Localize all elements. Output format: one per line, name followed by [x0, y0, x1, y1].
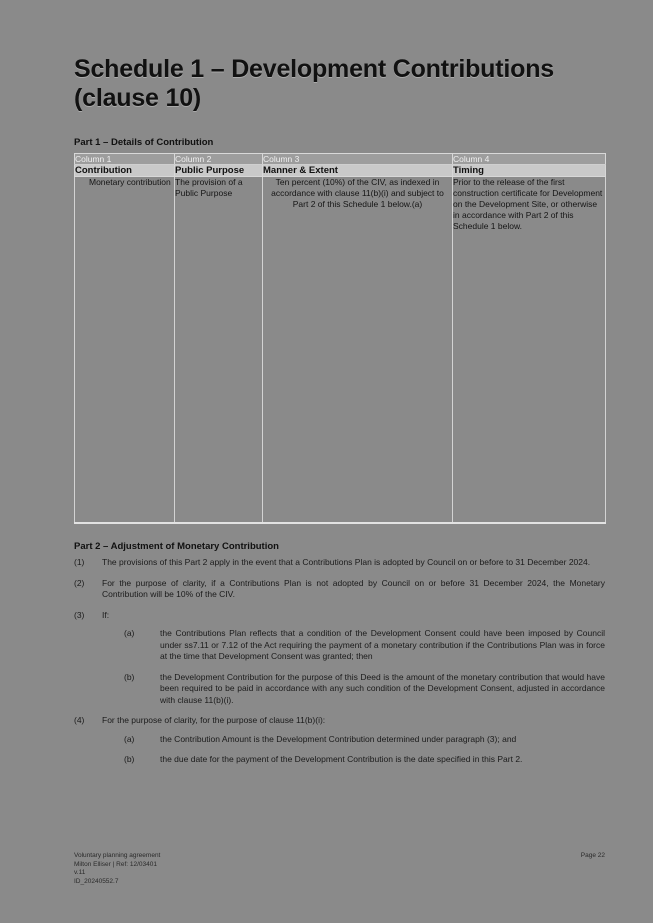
- clause-3a-text: the Contributions Plan reflects that a condition of the Development Consent could have been imposed by Council under ss7.11 or 7.12 of the Act requiring the payment of a monetary contribution if the Contributions Plan was in force at the time that Development Consent was granted; then: [160, 628, 605, 661]
- cell-timing: Prior to the release of the first construction certificate for Development on the Development Site, or otherwise in accordance with Part 2 of this Schedule 1 below.: [453, 177, 606, 524]
- clause-4-number: (4): [74, 715, 85, 725]
- cell-public-purpose: The provision of a Public Purpose: [175, 177, 263, 524]
- clause-4a-number: (a): [124, 733, 135, 744]
- column-label-1: Column 1: [75, 154, 175, 165]
- page-content: [74, 55, 605, 775]
- cell-manner-extent: Ten percent (10%) of the CIV, as indexed in accordance with clause 11(b)(i) and subject to Part 2 of this Schedule 1 below.(a): [263, 177, 453, 524]
- column-header-public-purpose: Public Purpose: [175, 165, 263, 177]
- clause-1-number: (1): [74, 557, 85, 567]
- clause-2: [74, 578, 605, 601]
- table-row: [75, 177, 606, 524]
- clause-3a: [124, 628, 605, 663]
- column-header-contribution: Contribution: [75, 165, 175, 177]
- clause-4: [74, 715, 605, 727]
- clause-3b: [124, 672, 605, 707]
- column-label-4: Column 4: [453, 154, 606, 165]
- page-footer: [74, 852, 605, 886]
- page-title: Schedule 1 – Development Contributions (clause 10): [74, 55, 554, 112]
- column-header-manner-extent: Manner & Extent: [263, 165, 453, 177]
- table-column-label-row: [75, 154, 606, 165]
- footer-line-1: Voluntary planning agreement: [74, 852, 161, 859]
- clause-4a-text: the Contribution Amount is the Development Contribution determined under paragraph (3); and: [160, 733, 517, 744]
- footer-line-3: v.11: [74, 869, 86, 876]
- clause-3: [74, 610, 605, 622]
- clause-2-number: (2): [74, 577, 85, 588]
- clause-4b-text: the due date for the payment of the Development Contribution is the date specified in this Part 2.: [160, 754, 523, 764]
- clause-3b-text: the Development Contribution for the purpose of this Deed is the amount of the monetary contribution that would have been required to be paid in accordance with any such condition of the Development Consent, adjusted in accordance with clause 11(b)(i).: [160, 671, 605, 705]
- part1-heading: Part 1 – Details of Contribution: [74, 137, 214, 148]
- clause-3a-number: (a): [124, 628, 135, 638]
- clause-1-text: The provisions of this Part 2 apply in the event that a Contributions Plan is adopted by Council on or before to 31 December 2024.: [102, 557, 591, 567]
- clause-1: [74, 557, 605, 569]
- table-header-row: [75, 165, 606, 177]
- clause-4-text: For the purpose of clarity, for the purpose of clause 11(b)(i):: [102, 715, 326, 725]
- footer-line-4: ID_20240552.7: [74, 877, 119, 885]
- footer-reference-block: [74, 852, 160, 886]
- cell-contribution: Monetary contribution: [75, 177, 175, 524]
- column-label-2: Column 2: [175, 154, 263, 165]
- footer-line-2: Milton Elliser | Ref: 12/03401: [74, 860, 157, 868]
- clause-3b-number: (b): [124, 671, 135, 682]
- clause-4b-number: (b): [124, 754, 135, 764]
- footer-page-number: Page 22: [580, 852, 605, 859]
- clause-2-text: For the purpose of clarity, if a Contributions Plan is not adopted by Council on or before 31 December 2024, the Monetary Contribution will be 10% of the CIV.: [102, 577, 605, 599]
- column-header-timing: Timing: [453, 165, 606, 177]
- part2-heading: Part 2 – Adjustment of Monetary Contribution: [74, 541, 279, 552]
- column-label-3: Column 3: [263, 154, 453, 165]
- clause-4a: [124, 734, 605, 746]
- clause-4b: [124, 754, 605, 766]
- part2-section: [74, 541, 605, 766]
- contribution-details-table: [74, 153, 606, 524]
- clause-3-number: (3): [74, 609, 85, 620]
- clause-3-text: If:: [102, 609, 110, 620]
